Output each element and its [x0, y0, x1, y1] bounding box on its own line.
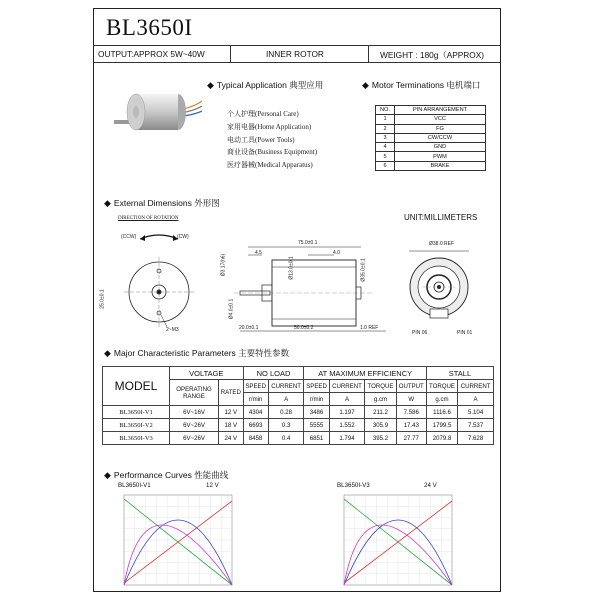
- application-item: 个人护理(Personal Care): [227, 110, 299, 118]
- body-diameter: Ø35.0±0.1: [360, 258, 367, 282]
- bore-dimension: 25.0±0.1: [99, 289, 106, 309]
- pin-table: NO. PIN ARRANGEMENT 1 VCC 2 FG 3 CW/CCW 4 GND 5 PWM 6 BRAKE: [375, 105, 486, 171]
- bottom-left-diameter: Ø4.0±0.1: [228, 298, 235, 320]
- dim-4-0: 4.0: [333, 250, 340, 256]
- cw-label: (CW): [177, 234, 189, 240]
- application-item: 医疗器械(Medical Apparatus): [227, 161, 313, 170]
- curve-2-voltage: 24 V: [424, 482, 437, 489]
- right-length: 1.0 REF: [360, 325, 379, 331]
- table-row: 5 PWM: [376, 152, 486, 161]
- parameters-heading: ◆ Major Characteristic Parameters 主要特性参数: [104, 348, 290, 358]
- table-row: 2 FG: [376, 124, 486, 133]
- motor-terminations-heading: ◆ Motor Terminations 电机端口: [362, 80, 481, 90]
- application-item: 电动工具(Power Tools): [227, 135, 295, 144]
- datasheet-frame: [93, 8, 501, 592]
- table-row: BL3650I-V1 6V~16V 12 V 4304 0.28 3486 1.197 211.2 7.586 1116.6 5.104: [103, 406, 494, 419]
- table-row: 1 VCC: [376, 115, 486, 124]
- typical-application-heading: ◆ Typical Application 典型应用: [207, 80, 324, 90]
- output-spec: OUTPUT:APPROX 5W~40W: [98, 49, 205, 59]
- table-row: 4 GND: [376, 143, 486, 152]
- performance-curve-v1: [114, 491, 239, 592]
- curve-2-model: BL3650I-V3: [337, 482, 370, 489]
- application-list: [227, 108, 317, 172]
- table-row: 6 BRAKE: [376, 161, 486, 170]
- pin-06-label: PIN 06: [412, 330, 428, 336]
- unit-label: UNIT:MILLIMETERS: [404, 213, 478, 222]
- table-row: 3 CW/CCW: [376, 133, 486, 142]
- body-length: 50.0±0.2: [294, 325, 314, 331]
- front-view-drawing: [104, 229, 214, 334]
- dim-4-5: 4.5: [255, 250, 262, 256]
- parameters-table: MODEL VOLTAGE NO LOAD AT MAXIMUM EFFICIENCY STALL OPERATING RANGE RATED SPEED CURRENT SPEED CURRENT TORQUE OUTPUT TORQUE CURRENT r/min A r/min A g.cm W g.cm A BL3650I-V1 6V~16V 12 V 4304 0.28 3486 1.197 211.2 7.586 1116.6 5.104 BL3650I-V2 6V~26V 18 V 6693 0.3 5555 1.552 305.9 17.43 1799.5 7.537 BL3650I-V3 6V~26V 24 V 8458 0.4 6851 1.794 395.2 27.77 2079.8 7.628: [102, 366, 494, 445]
- end-view-drawing: [399, 249, 479, 329]
- performance-heading: ◆ Performance Curves 性能曲线: [104, 470, 229, 480]
- left-diameter: Ø13.0±0.1: [288, 256, 295, 280]
- overall-length: 75.0±0.1: [298, 240, 318, 246]
- table-row: BL3650I-V3 6V~26V 24 V 8458 0.4 6851 1.794 395.2 27.77 2079.8 7.628: [103, 432, 494, 445]
- rotation-title: DIRECTION OF ROTATION: [118, 216, 179, 221]
- shaft-diameter: Ø3.17(h6): [220, 253, 227, 277]
- performance-curve-v3: [334, 491, 459, 592]
- screw-label: 2~M3: [166, 327, 179, 333]
- page-title: BL3650I: [106, 15, 193, 40]
- weight-spec: WEIGHT : 180g（APPROX): [380, 50, 485, 60]
- curve-1-voltage: 12 V: [206, 482, 219, 489]
- ccw-label: (CCW): [121, 234, 137, 240]
- curve-1-model: BL3650I-V1: [118, 482, 151, 489]
- spec-bar: [94, 45, 500, 63]
- ref-diameter: Ø38.0 REF: [429, 241, 455, 247]
- application-item: 商业设备(Business Equipment): [227, 148, 318, 157]
- motor-photo: [114, 81, 202, 145]
- application-item: 家用电器(Home Application): [227, 122, 312, 131]
- table-row: BL3650I-V2 6V~26V 18 V 6693 0.3 5555 1.552 305.9 17.43 1799.5 7.537: [103, 419, 494, 432]
- pin-01-label: PIN 01: [457, 330, 473, 336]
- left-length: 20.0±0.1: [239, 325, 259, 331]
- rotor-spec: INNER ROTOR: [266, 49, 324, 59]
- external-dimensions-heading: ◆ External Dimensions 外形图: [104, 198, 220, 208]
